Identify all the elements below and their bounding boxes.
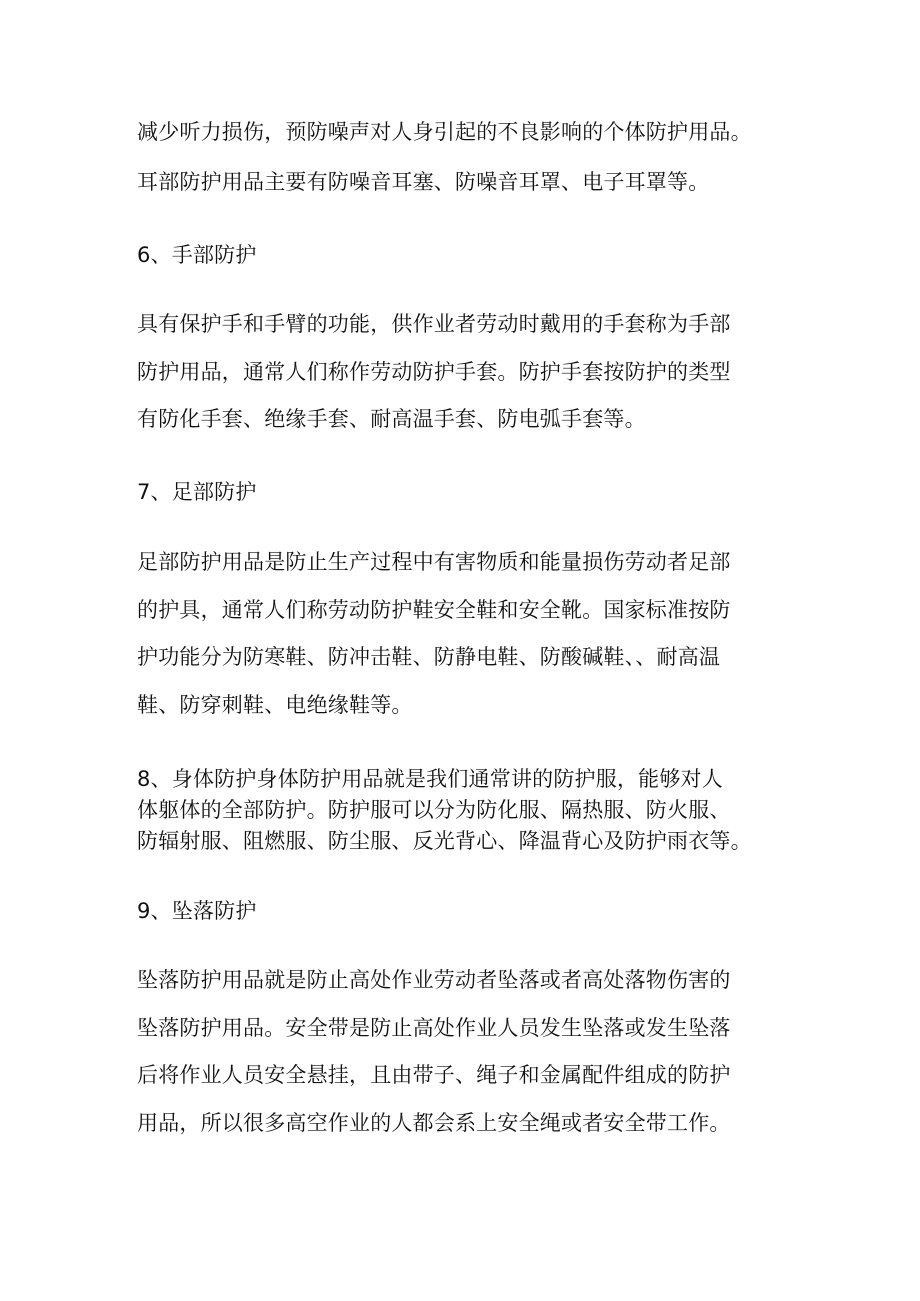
intro-line-2: 耳部防护用品主要有防噪音耳塞、防噪音耳罩、电子耳罩等。 bbox=[137, 170, 710, 194]
s7-line-4: 鞋、防穿刺鞋、电绝缘鞋等。 bbox=[137, 693, 413, 717]
heading-fall-protection: 9、坠落防护 bbox=[137, 899, 257, 923]
s8-line-2: 体躯体的全部防护。防护服可以分为防化服、隔热服、防火服、 bbox=[137, 798, 731, 822]
s7-line-2: 的护具，通常人们称劳动防护鞋安全鞋和安全靴。国家标准按防 bbox=[137, 598, 731, 622]
s8-line-3: 防辐射服、阻燃服、防尘服、反光背心、降温背心及防护雨衣等。 bbox=[137, 829, 752, 853]
s6-line-2: 防护用品，通常人们称作劳动防护手套。防护手套按防护的类型 bbox=[137, 360, 731, 384]
s8-line-1: 8、身体防护身体防护用品就是我们通常讲的防护服，能够对人 bbox=[137, 767, 723, 791]
heading-hand-protection: 6、手部防护 bbox=[137, 243, 257, 267]
s9-line-1: 坠落防护用品就是防止高处作业劳动者坠落或者高处落物伤害的 bbox=[137, 968, 731, 992]
s6-line-3: 有防化手套、绝缘手套、耐高温手套、防电弧手套等。 bbox=[137, 407, 646, 431]
s7-line-3: 护功能分为防寒鞋、防冲击鞋、防静电鞋、防酸碱鞋、、耐高温 bbox=[137, 645, 721, 669]
s9-line-4: 用品，所以很多高空作业的人都会系上安全绳或者安全带工作。 bbox=[137, 1111, 731, 1135]
s9-line-3: 后将作业人员安全悬挂，且由带子、绳子和金属配件组成的防护 bbox=[137, 1063, 731, 1087]
heading-foot-protection: 7、足部防护 bbox=[137, 480, 257, 504]
intro-line-1: 减少听力损伤，预防噪声对人身引起的不良影响的个体防护用品。 bbox=[137, 120, 752, 144]
s7-line-1: 足部防护用品是防止生产过程中有害物质和能量损伤劳动者足部 bbox=[137, 550, 731, 574]
s6-line-1: 具有保护手和手臂的功能，供作业者劳动时戴用的手套称为手部 bbox=[137, 312, 731, 336]
s9-line-2: 坠落防护用品。安全带是防止高处作业人员发生坠落或发生坠落 bbox=[137, 1016, 731, 1040]
